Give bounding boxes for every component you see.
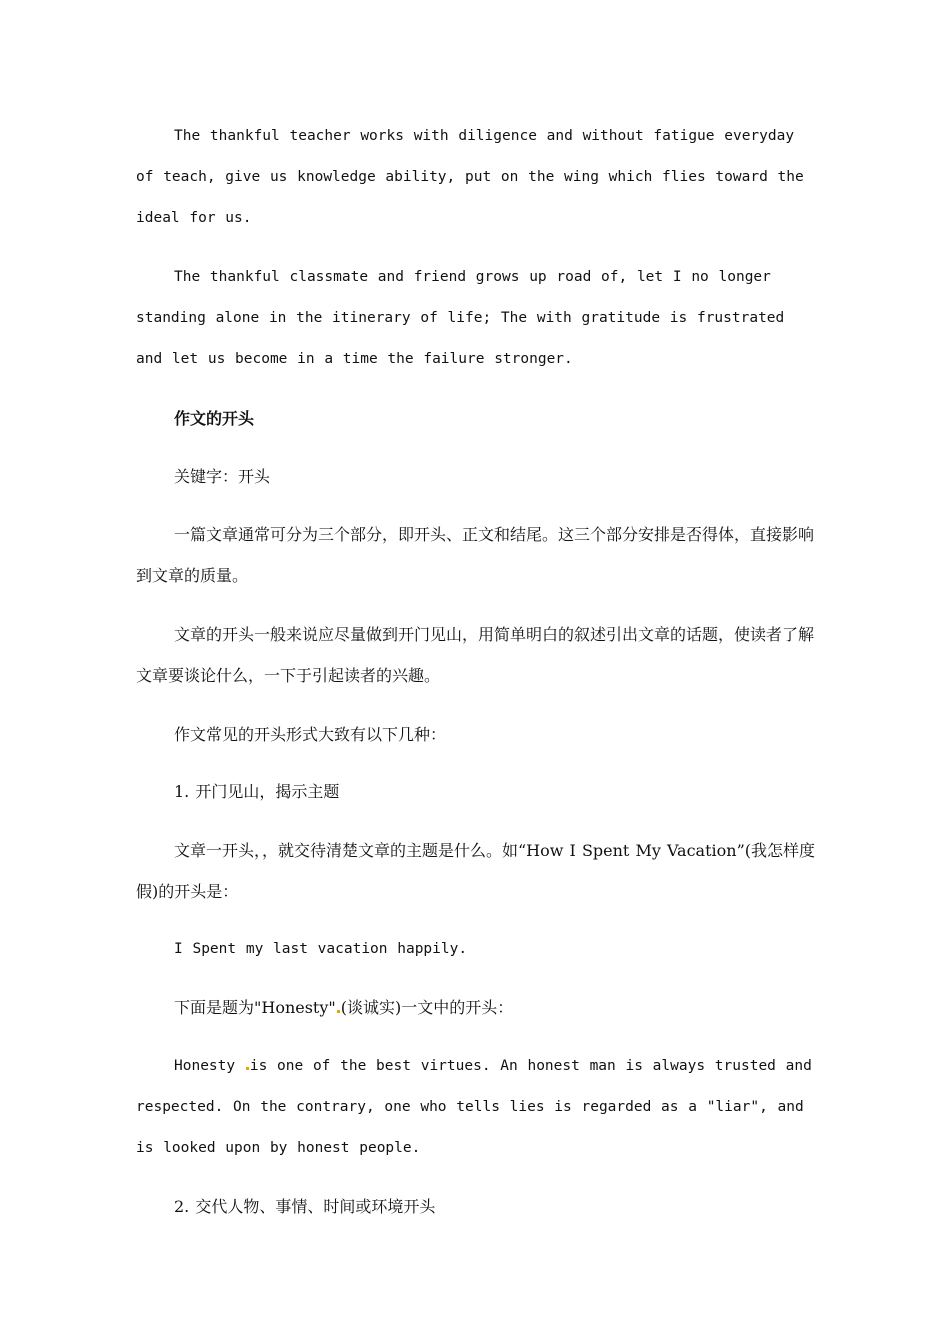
marker-dot — [337, 1010, 340, 1013]
paragraph-common-forms: 作文常见的开头形式大致有以下几种： — [174, 725, 447, 744]
paragraph-vacation-example: 文章一开头，，就交待清楚文章的主题是什么。如“How I Spent My Vacation”(我怎样度假)的开头是： — [136, 841, 815, 901]
list-item-1: 1. 开门见山，揭示主题 — [174, 782, 340, 801]
section-heading: 作文的开头 — [174, 409, 255, 428]
honesty-intro-rest: (谈诚实)一文中的开头： — [340, 998, 514, 1017]
paragraph-three-parts: 一篇文章通常可分为三个部分，即开头、正文和结尾。这三个部分安排是否得体，直接影响到文章的质量。 — [136, 525, 815, 585]
paragraph-thankful-teacher: The thankful teacher works with diligence and without fatigue everyday of teach, give us knowledge ability, put on the wing which flies toward the ideal for us. — [136, 128, 804, 226]
honesty-word: Honesty — [174, 1058, 245, 1074]
keywords-line: 关键字：开头 — [174, 467, 271, 486]
honesty-rest: is one of the best virtues. An honest man is always trusted and respected. On the contrary, one who tells lies is regarded as a "liar", and is looked upon by honest people. — [136, 1058, 812, 1156]
example-sentence: I Spent my last vacation happily. — [174, 941, 468, 957]
marker-dot — [246, 1067, 249, 1070]
paragraph-opening-advice: 文章的开头一般来说应尽量做到开门见山，用简单明白的叙述引出文章的话题，使读者了解文章要谈论什么，一下于引起读者的兴趣。 — [136, 625, 815, 685]
list-item-2: 2. 交代人物、事情、时间或环境开头 — [174, 1197, 436, 1216]
paragraph-honesty-example — [136, 1046, 816, 1169]
paragraph-honesty-intro — [136, 987, 816, 1028]
paragraph-thankful-classmate: The thankful classmate and friend grows up road of, let I no longer standing alone in the itinerary of life; The with gratitude is frustrated and let us become in a time the failure stronger. — [136, 269, 785, 367]
honesty-intro-title: 下面是题为"Honesty" — [174, 998, 336, 1017]
